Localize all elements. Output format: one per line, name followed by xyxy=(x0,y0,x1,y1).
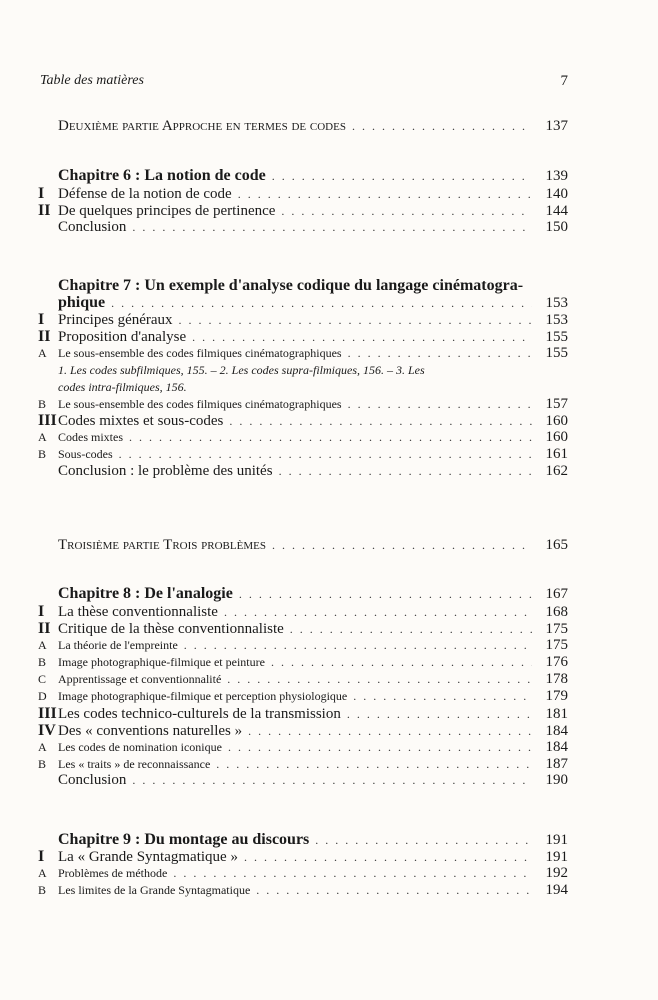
dot-leader xyxy=(239,586,532,603)
entry-page: 144 xyxy=(545,203,568,219)
dot-leader xyxy=(315,832,532,849)
entry-page: 191 xyxy=(545,849,568,865)
chapter-title: Chapitre 8 : De l'analogie xyxy=(58,585,233,602)
section-title: Défense de la notion de code xyxy=(58,186,232,202)
subsection-entry xyxy=(38,345,568,362)
section-title: La « Grande Syntagmatique » xyxy=(58,849,238,865)
section-title: Les codes technico-culturels de la transmission xyxy=(58,706,341,722)
chapter-entry xyxy=(38,277,568,294)
subsection-entry xyxy=(38,688,568,705)
dot-leader xyxy=(224,604,532,621)
entry-marker: B xyxy=(38,883,47,897)
entry-marker: B xyxy=(38,447,47,461)
entry-page: 165 xyxy=(545,537,568,553)
dot-leader xyxy=(216,756,532,773)
chapter-entry xyxy=(38,831,568,849)
dot-leader xyxy=(244,849,532,866)
entry-page: 139 xyxy=(545,168,568,184)
part-entry xyxy=(38,118,568,135)
running-header-title: Table des matières xyxy=(40,73,144,88)
entry-marker: III xyxy=(38,412,57,429)
entry-marker: I xyxy=(38,603,45,620)
entry-page: 160 xyxy=(545,413,568,429)
chapter-entry-continuation xyxy=(38,294,568,312)
dot-leader xyxy=(353,688,532,705)
dot-leader xyxy=(179,312,532,329)
chapter-entry xyxy=(38,585,568,603)
section-entry xyxy=(38,328,568,346)
subsection-title: Le sous-ensemble des codes filmiques cinématographiques xyxy=(58,346,342,360)
entry-page: 181 xyxy=(545,706,568,722)
entry-page: 190 xyxy=(545,772,568,788)
subsection-title: Codes mixtes xyxy=(58,430,123,444)
dot-leader xyxy=(279,463,532,480)
subsection-title: Les limites de la Grande Syntagmatique xyxy=(58,883,251,897)
dot-leader xyxy=(281,203,532,220)
section-title: De quelques principes de pertinence xyxy=(58,203,276,219)
conclusion-entry xyxy=(38,219,568,236)
section-entry xyxy=(38,705,568,723)
entry-marker: III xyxy=(38,705,57,722)
entry-page: 184 xyxy=(545,739,568,755)
subsection-entry xyxy=(38,739,568,756)
subsection-entry xyxy=(38,429,568,446)
section-title: Principes généraux xyxy=(58,312,173,328)
dot-leader xyxy=(119,446,532,463)
subsection-title: Image photographique-filmique et perception physiologique xyxy=(58,689,348,703)
entry-page: 155 xyxy=(545,329,568,345)
subentry-detail-line: codes intra-filmiques, 156. xyxy=(58,380,187,394)
entry-marker: B xyxy=(38,757,47,771)
dot-leader xyxy=(347,706,532,723)
chapter-title: Chapitre 6 : La notion de code xyxy=(58,167,266,184)
subsection-entry xyxy=(38,882,568,899)
entry-marker: I xyxy=(38,848,45,865)
part-title: Deuxième partie Approche en termes de codes xyxy=(58,118,346,134)
conclusion-entry xyxy=(38,772,568,789)
entry-marker: IV xyxy=(38,722,56,739)
subsection-title: Les codes de nomination iconique xyxy=(58,740,222,754)
chapter-entry xyxy=(38,167,568,185)
subsection-entry xyxy=(38,637,568,654)
conclusion-title: Conclusion xyxy=(58,219,127,235)
section-entry xyxy=(38,620,568,638)
entry-marker: A xyxy=(38,866,47,880)
section-entry xyxy=(38,311,568,329)
dot-leader xyxy=(227,671,532,688)
conclusion-title: Conclusion xyxy=(58,772,127,788)
dot-leader xyxy=(348,345,532,362)
subsection-entry xyxy=(38,396,568,413)
dot-leader xyxy=(271,654,532,671)
dot-leader xyxy=(228,739,532,756)
subsection-entry xyxy=(38,446,568,463)
subsection-title: Problèmes de méthode xyxy=(58,866,168,880)
dot-leader xyxy=(111,295,532,312)
entry-marker: I xyxy=(38,185,45,202)
dot-leader xyxy=(272,537,532,554)
subsection-title: Sous-codes xyxy=(58,447,113,461)
subentry-detail-line: 1. Les codes subfilmiques, 155. – 2. Les codes supra-filmiques, 156. – 3. Les xyxy=(58,363,425,377)
entry-page: 179 xyxy=(545,688,568,704)
subsection-title: Image photographique-filmique et peinture xyxy=(58,655,265,669)
chapter-title: phique xyxy=(58,294,106,311)
entry-marker: II xyxy=(38,202,51,219)
section-entry xyxy=(38,722,568,740)
subsection-title: Apprentissage et conventionnalité xyxy=(58,672,222,686)
section-entry xyxy=(38,603,568,621)
subsection-entry xyxy=(38,756,568,773)
section-title: Proposition d'analyse xyxy=(58,329,187,345)
section-title: Critique de la thèse conventionnaliste xyxy=(58,621,284,637)
dot-leader xyxy=(248,723,532,740)
subsection-title: Les « traits » de reconnaissance xyxy=(58,757,211,771)
section-entry xyxy=(38,412,568,430)
entry-page: 191 xyxy=(545,832,568,848)
subsection-title: La théorie de l'empreinte xyxy=(58,638,178,652)
dot-leader xyxy=(352,118,532,135)
entry-marker: A xyxy=(38,638,47,652)
entry-page: 155 xyxy=(545,345,568,361)
entry-page: 160 xyxy=(545,429,568,445)
chapter-title: Chapitre 9 : Du montage au discours xyxy=(58,831,310,848)
entry-page: 176 xyxy=(545,654,568,670)
conclusion-entry xyxy=(38,463,568,480)
dot-leader xyxy=(238,186,532,203)
dot-leader xyxy=(256,882,532,899)
conclusion-title: Conclusion : le problème des unités xyxy=(58,463,273,479)
section-entry xyxy=(38,202,568,220)
entry-marker: A xyxy=(38,430,47,444)
section-title: Des « conventions naturelles » xyxy=(58,723,243,739)
entry-page: 175 xyxy=(545,637,568,653)
subsection-entry xyxy=(38,654,568,671)
dot-leader xyxy=(173,865,532,882)
entry-marker: A xyxy=(38,346,47,360)
entry-marker: A xyxy=(38,740,47,754)
running-header-page-number: 7 xyxy=(560,73,568,89)
subsection-title: Le sous-ensemble des codes filmiques cinématographiques xyxy=(58,397,342,411)
section-title: Codes mixtes et sous-codes xyxy=(58,413,224,429)
entry-page: 153 xyxy=(545,295,568,311)
entry-page: 187 xyxy=(545,756,568,772)
entry-page: 157 xyxy=(545,396,568,412)
entry-page: 178 xyxy=(545,671,568,687)
entry-page: 162 xyxy=(545,463,568,479)
entry-page: 161 xyxy=(545,446,568,462)
section-title: La thèse conventionnaliste xyxy=(58,604,218,620)
dot-leader xyxy=(129,429,532,446)
part-title: Troisième partie Trois problèmes xyxy=(58,537,266,553)
dot-leader xyxy=(184,637,532,654)
dot-leader xyxy=(290,621,532,638)
section-entry xyxy=(38,848,568,866)
dot-leader xyxy=(132,772,532,789)
entry-page: 153 xyxy=(545,312,568,328)
subsection-entry xyxy=(38,865,568,882)
dot-leader xyxy=(192,329,532,346)
section-entry xyxy=(38,185,568,203)
entry-marker: II xyxy=(38,328,51,345)
chapter-title: Chapitre 7 : Un exemple d'analyse codique du langage cinématogra- xyxy=(58,277,524,294)
dot-leader xyxy=(272,168,532,185)
entry-page: 137 xyxy=(545,118,568,134)
entry-page: 194 xyxy=(545,882,568,898)
entry-marker: C xyxy=(38,672,47,686)
entry-marker: B xyxy=(38,397,47,411)
dot-leader xyxy=(132,219,532,236)
entry-marker: B xyxy=(38,655,47,669)
entry-marker: II xyxy=(38,620,51,637)
subsection-entry xyxy=(38,671,568,688)
part-entry xyxy=(38,537,568,554)
dot-leader xyxy=(229,413,532,430)
entry-page: 150 xyxy=(545,219,568,235)
entry-page: 167 xyxy=(545,586,568,602)
entry-page: 140 xyxy=(545,186,568,202)
entry-page: 184 xyxy=(545,723,568,739)
entry-page: 175 xyxy=(545,621,568,637)
entry-page: 168 xyxy=(545,604,568,620)
entry-marker: I xyxy=(38,311,45,328)
dot-leader xyxy=(348,396,532,413)
entry-page: 192 xyxy=(545,865,568,881)
entry-marker: D xyxy=(38,689,47,703)
